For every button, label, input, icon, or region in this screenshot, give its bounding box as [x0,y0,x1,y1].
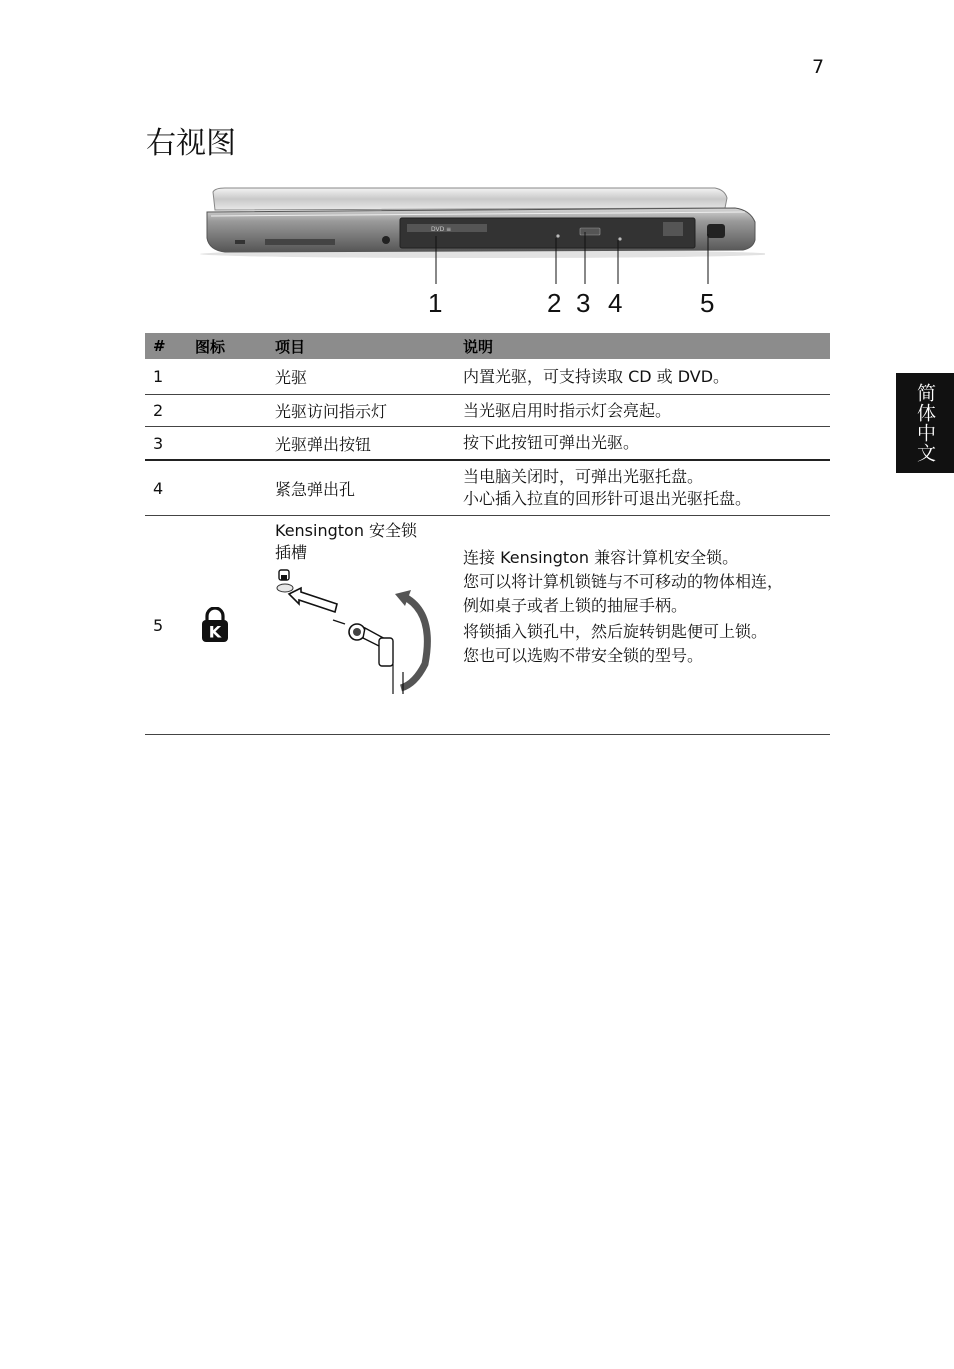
table-row [145,460,830,516]
row-icon [187,516,267,735]
callout-4: 4 [608,288,623,318]
row-icon [187,460,267,516]
table-row [145,516,830,735]
desc-line: 连接 Kensington 兼容计算机安全锁。 [463,548,739,567]
row-item: 光驱弹出按钮 [267,427,453,461]
header-num: # [145,333,187,359]
desc-line: 您也可以选购不带安全锁的型号。 [463,646,704,665]
row-icon [187,359,267,395]
ports-table [145,333,830,735]
row-icon [187,395,267,427]
table-header-row [145,333,830,359]
row-num: 5 [145,516,187,735]
row-icon [187,427,267,461]
row-item [267,516,453,735]
row-desc: 按下此按钮可弹出光驱。 [453,427,830,461]
kensington-icon-letter: K [208,622,222,642]
language-tab: 简体中文 [896,373,954,473]
row-num: 3 [145,427,187,461]
callout-1: 1 [428,288,443,318]
row-desc: 当光驱启用时指示灯会亮起。 [453,395,830,427]
item-label-line: Kensington 安全锁 [275,521,418,540]
row-num: 1 [145,359,187,395]
page-number: 7 [812,56,825,78]
row-num: 2 [145,395,187,427]
table-row [145,395,830,427]
svg-text:DVD ≡: DVD ≡ [431,226,452,233]
callout-2: 2 [547,288,562,318]
laptop-right-view-illustration [195,182,765,322]
table-row [145,427,830,461]
desc-line: 小心插入拉直的回形针可退出光驱托盘。 [463,489,752,508]
row-item: 光驱 [267,359,453,395]
kensington-lock-icon [201,607,229,643]
row-num: 4 [145,460,187,516]
desc-line: 当电脑关闭时，可弹出光驱托盘。 [463,467,704,486]
header-desc: 说明 [453,333,830,359]
row-desc: 内置光驱，可支持读取 CD 或 DVD。 [453,359,830,395]
item-label-line: 插槽 [275,543,308,562]
table-row [145,359,830,395]
page-title: 右视图 [146,126,236,161]
desc-line: 您可以将计算机锁链与不可移动的物体相连， [463,572,784,591]
row-desc [453,516,830,735]
header-item: 项目 [267,333,453,359]
vent-grille [265,239,335,245]
desc-line: 将锁插入锁孔中，然后旋转钥匙便可上锁。 [463,622,768,641]
lock-insertion-illustration [275,568,445,696]
desc-line: 例如桌子或者上锁的抽屉手柄。 [463,596,688,615]
row-desc [453,460,830,516]
header-icon: 图标 [187,333,267,359]
callout-5: 5 [700,288,715,318]
row-item: 紧急弹出孔 [267,460,453,516]
row-item: 光驱访问指示灯 [267,395,453,427]
callout-3: 3 [576,288,591,318]
